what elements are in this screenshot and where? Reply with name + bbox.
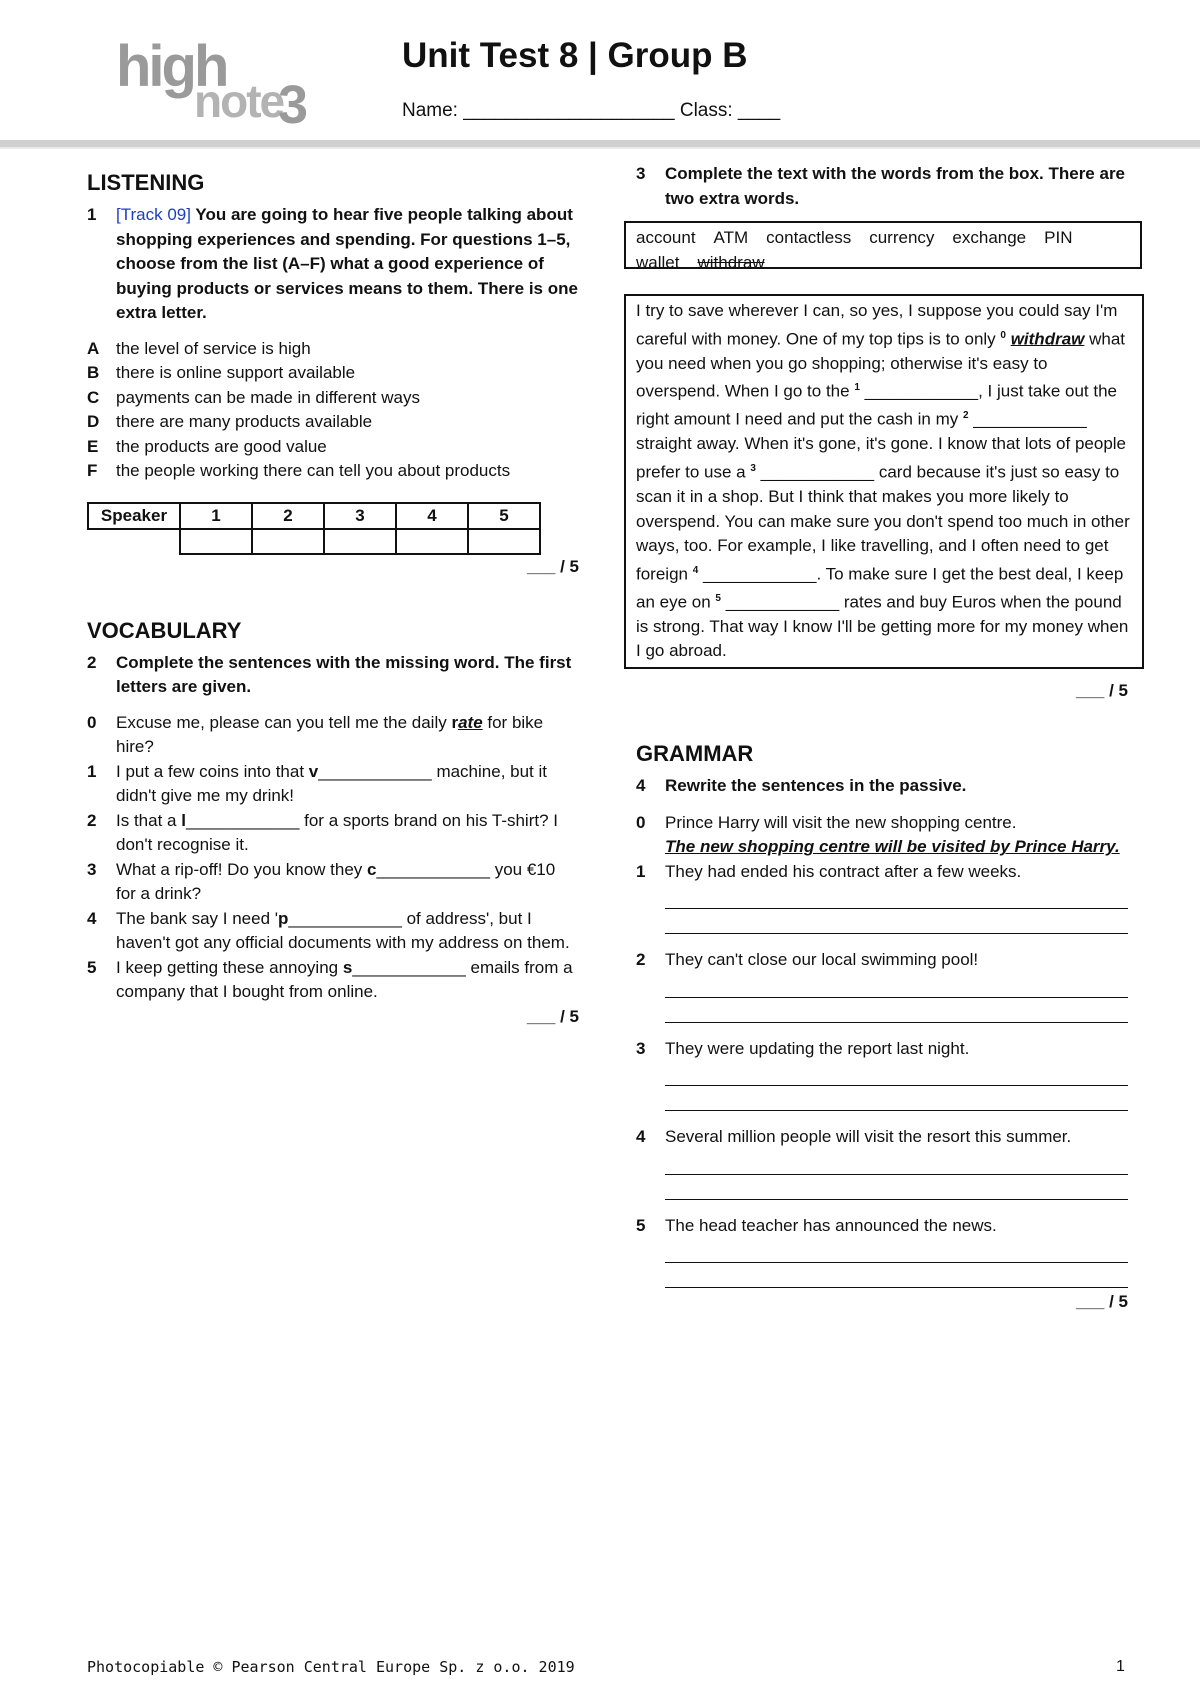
word-box-item: exchange (952, 228, 1027, 247)
answer-line[interactable] (665, 1263, 1128, 1288)
vocab-item-2: 2 Is that a l____________ for a sports brand on his T-shirt? I don't recognise it. (87, 810, 558, 854)
table-spacer (88, 529, 180, 554)
option-d: D there are many products available (87, 412, 373, 431)
answer-line[interactable] (665, 1086, 1128, 1111)
vocab-item-1: 1 I put a few coins into that v____________ machine, but it didn't give me my drink! (87, 761, 547, 805)
listening-instruction-text: You are going to hear five people talking about shopping experiences and spending. For questions 1–5, choose from the list (A–F) what a good experience of buying products or services means to them. There is one extra letter. (116, 205, 578, 322)
word-box-item: contactless (766, 228, 852, 247)
grammar-instruction (636, 774, 1128, 799)
page-title: Unit Test 8 | Group B (402, 36, 748, 75)
answer-blank-2[interactable]: ____________ (973, 409, 1087, 429)
word-box-used-item: withdraw (697, 252, 765, 272)
answer-cell-1[interactable] (180, 529, 252, 554)
answer-blank[interactable]: ____________ (288, 908, 402, 928)
task3-instruction-text: Complete the text with the words from the box. There are two extra words. (665, 164, 1126, 208)
grammar-item-2: 2 They can't close our local swimming pool! (636, 950, 979, 970)
logo-number: 3 (278, 75, 309, 135)
example-answer: ate (458, 712, 483, 732)
word-box-item: ATM (713, 228, 749, 247)
answer-line[interactable] (665, 973, 1128, 998)
listening-score: ___ / 5 (527, 557, 579, 576)
vocab-example: 0 Excuse me, please can you tell me the daily rate for bike hire? (87, 712, 544, 756)
answer-cell-4[interactable] (396, 529, 468, 554)
answer-line[interactable] (665, 1150, 1128, 1175)
vocabulary-instruction (87, 651, 579, 700)
word-box-item: wallet (636, 252, 680, 272)
vocab-item-3: 3 What a rip-off! Do you know they c____________ you €10 for a drink? (87, 859, 556, 903)
option-f: F the people working there can tell you about products (87, 461, 511, 480)
speaker-col-1: 1 (180, 503, 252, 530)
answer-line[interactable] (665, 998, 1128, 1023)
word-box (624, 221, 1142, 272)
listening-instruction (87, 203, 579, 326)
answer-line[interactable] (665, 884, 1128, 909)
grammar-items (636, 811, 1128, 1289)
track-label: [Track 09] (116, 205, 191, 224)
word-box-item: account (636, 228, 696, 247)
example-answer: The new shopping centre will be visited by Prince Harry. (665, 837, 1120, 857)
answer-blank-1[interactable]: ____________ (864, 381, 979, 401)
grammar-example: 0 Prince Harry will visit the new shopping centre. The new shopping centre will be visited by Prince Harry. (636, 812, 1120, 857)
listening-options (87, 337, 579, 484)
header-divider (0, 140, 1200, 147)
vocabulary-instruction-text: Complete the sentences with the missing word. The first letters are given. (116, 652, 572, 696)
vocab-item-5: 5 I keep getting these annoying s____________ emails from a company that I bought from online. (87, 957, 573, 1001)
grammar-item-4: 4 Several million people will visit the resort this summer. (636, 1127, 1072, 1147)
task3-score: ___ / 5 (1076, 680, 1128, 700)
grammar-item-5: 5 The head teacher has announced the news. (636, 1215, 997, 1235)
option-a: A the level of service is high (87, 338, 311, 358)
answer-blank-3[interactable]: ____________ (760, 462, 875, 482)
left-column (87, 170, 579, 1029)
answer-blank[interactable]: ____________ (185, 810, 300, 830)
copyright-footer: Photocopiable © Pearson Central Europe Sp. z o.o. 2019 (87, 1658, 575, 1676)
option-e: E the products are good value (87, 436, 327, 456)
logo-high: high (116, 34, 227, 99)
answer-line[interactable] (665, 909, 1128, 934)
answer-blank[interactable]: ____________ (318, 761, 432, 781)
example-answer: withdraw (1010, 329, 1085, 349)
vocabulary-heading: VOCABULARY (87, 617, 242, 643)
vocabulary-items (87, 711, 579, 1005)
header-divider-shadow (0, 147, 1200, 149)
right-column (636, 162, 1128, 1315)
task-number: 2 (87, 652, 97, 672)
answer-line[interactable] (665, 1238, 1128, 1263)
task-number: 4 (636, 776, 646, 796)
gap-fill-text: I try to save wherever I can, so yes, I suppose you could say I'm careful with money. One of my top tips is to only $^0$ withdraw what you need when you go shopping; otherwise it's easy to overspend. When I go to the $^1$ ____________, I just take out the right amount I need and put the cash in my $^2$ ____________ straight away. When it's gone, it's gone. I know that lots of people prefer to use a $^3$ ____________ card because it's just so easy to scan it in a shop. But I think that makes you more likely to overspend. You can make sure you don't spend too much in other ways, too. For example, I like travelling, and I often need to get foreign $^4$ ____________. To make sure I get the best deal, I keep an eye on $^5$ ____________ rates and buy Euros when the pound is strong. That way I know I'll be getting more for my money when I go abroad. (624, 294, 1144, 669)
listening-heading: LISTENING (87, 170, 205, 195)
grammar-item-3: 3 They were updating the report last night. (636, 1038, 970, 1058)
page-number: 1 (1116, 1658, 1125, 1675)
option-b: B there is online support available (87, 363, 356, 382)
answer-cell-5[interactable] (468, 529, 540, 554)
word-box-item: PIN (1044, 228, 1073, 247)
speaker-answer-table (87, 502, 541, 556)
answer-line[interactable] (665, 1175, 1128, 1200)
speaker-col-3: 3 (324, 503, 396, 530)
high-note-logo (112, 34, 322, 135)
grammar-score: ___ / 5 (1076, 1292, 1128, 1312)
logo-note: note (194, 75, 284, 127)
grammar-heading: GRAMMAR (636, 741, 754, 767)
speaker-col-5: 5 (468, 503, 540, 530)
task3-instruction (636, 162, 1128, 211)
answer-cell-2[interactable] (252, 529, 324, 554)
answer-blank-5[interactable]: ____________ (725, 592, 840, 612)
answer-line[interactable] (665, 1061, 1128, 1086)
speaker-col-4: 4 (396, 503, 468, 530)
grammar-item-1: 1 They had ended his contract after a few weeks. (636, 861, 1022, 881)
word-box-item: currency (869, 228, 935, 247)
answer-blank-4[interactable]: ____________ (703, 564, 817, 584)
name-class-field: Name: ____________________ Class: ____ (402, 100, 781, 121)
speaker-label: Speaker (88, 503, 180, 530)
vocabulary-score: ___ / 5 (527, 1006, 579, 1026)
task-number: 1 (87, 205, 97, 224)
answer-cell-3[interactable] (324, 529, 396, 554)
grammar-instruction-text: Rewrite the sentences in the passive. (665, 776, 967, 796)
task-number: 3 (636, 164, 646, 183)
answer-blank[interactable]: ____________ (376, 859, 490, 879)
vocab-item-4: 4 The bank say I need 'p____________ of address', but I haven't got any official documents with my address on them. (87, 908, 570, 952)
option-c: C payments can be made in different ways (87, 387, 420, 407)
answer-blank[interactable]: ____________ (352, 957, 466, 977)
speaker-col-2: 2 (252, 503, 324, 530)
